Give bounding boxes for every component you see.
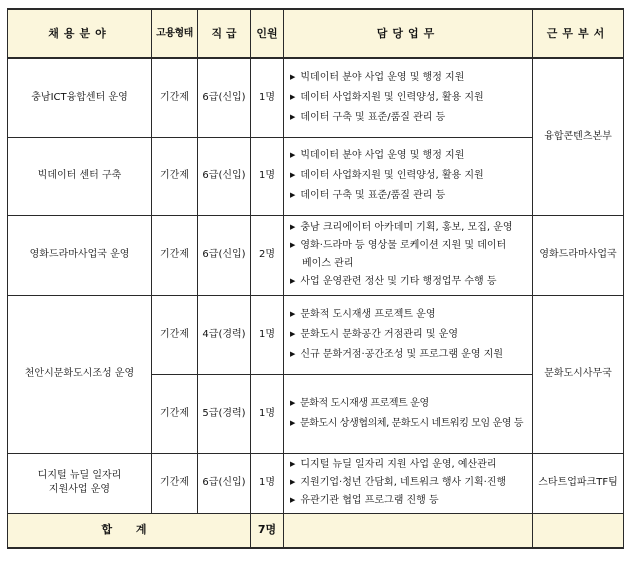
- duty-item: ▶ 데이터 구축 및 표준/품질 관리 등: [290, 111, 446, 123]
- employment-type-cell: 기간제: [152, 58, 198, 137]
- duty-item: ▶ 사업 운영관련 정산 및 기타 행정업무 수행 등: [290, 276, 497, 287]
- duty-item: ▶ 디지털 뉴딜 일자리 지원 사업 운영, 예산관리: [290, 459, 497, 470]
- duty-item: ▶ 문화도시 상생협의체, 문화도시 네트워킹 모임 운영 등: [290, 417, 524, 429]
- grade-cell: 6급(신입): [198, 453, 251, 513]
- duties-cell: [284, 58, 533, 137]
- header-row: [8, 9, 624, 58]
- header-grade: 직 급: [198, 9, 251, 58]
- bullet-icon: ▶: [290, 496, 296, 504]
- field-line: 지원사업 운영: [48, 484, 111, 495]
- header-duties: 담당업무: [284, 9, 533, 58]
- duty-item: ▶ 데이터 구축 및 표준/품질 관리 등: [290, 190, 446, 201]
- table-row: [8, 453, 624, 513]
- duty-item: ▶ 신규 문화거점·공간조성 및 프로그램 운영 지원: [290, 348, 504, 360]
- total-department-empty: [533, 513, 624, 548]
- bullet-icon: ▶: [290, 72, 296, 81]
- department-cell: 영화드라마사업국: [533, 215, 624, 295]
- headcount-cell: 1명: [251, 137, 284, 215]
- header-employment-type: 고용형태: [152, 9, 198, 58]
- bullet-icon: ▶: [290, 309, 296, 318]
- total-duties-empty: [284, 513, 533, 548]
- header-field: 채용분야: [8, 9, 152, 58]
- bullet-icon: ▶: [290, 329, 296, 338]
- table-row: [8, 295, 624, 374]
- recruitment-table: [7, 8, 624, 549]
- employment-type-cell: 기간제: [152, 295, 198, 374]
- field-cell: 빅데이터 센터 구축: [8, 137, 152, 215]
- duty-item-continuation: 베이스 관리: [302, 258, 354, 269]
- duty-item: ▶ 유관기관 협업 프로그램 진행 등: [290, 495, 439, 506]
- header-headcount: 인원: [251, 9, 284, 58]
- header-department: 근무부서: [533, 9, 624, 58]
- department-cell: 문화도시사무국: [533, 295, 624, 453]
- duty-item: ▶ 데이터 사업화지원 및 인력양성, 활용 지원: [290, 170, 484, 181]
- bullet-icon: ▶: [290, 478, 296, 486]
- field-cell: [8, 453, 152, 513]
- grade-cell: 6급(신입): [198, 137, 251, 215]
- duties-cell: [284, 137, 533, 215]
- bullet-icon: ▶: [290, 460, 296, 468]
- employment-type-cell: 기간제: [152, 137, 198, 215]
- duty-item: ▶ 문화도시 문화공간 거점관리 및 운영: [290, 328, 459, 340]
- bullet-icon: ▶: [290, 171, 296, 179]
- duty-item: ▶ 빅데이터 분야 사업 운영 및 행정 지원: [290, 150, 465, 161]
- duty-item: ▶ 문화적 도시재생 프로젝트 운영: [290, 397, 429, 409]
- table-row: [8, 137, 624, 215]
- duty-item: ▶ 충남 크리에이터 아카데미 기획, 홍보, 모집, 운영: [290, 222, 513, 233]
- duties-cell: [284, 453, 533, 513]
- duty-item: ▶ 빅데이터 분야 사업 운영 및 행정 지원: [290, 71, 465, 83]
- headcount-cell: 1명: [251, 374, 284, 453]
- field-cell: 영화드라마사업국 운영: [8, 215, 152, 295]
- bullet-icon: ▶: [290, 223, 296, 231]
- bullet-icon: ▶: [290, 349, 296, 358]
- duties-cell: [284, 215, 533, 295]
- total-headcount: 7명: [251, 513, 284, 548]
- duty-item: ▶ 데이터 사업화지원 및 인력양성, 활용 지원: [290, 91, 484, 103]
- bullet-icon: ▶: [290, 191, 296, 199]
- field-line: 디지털 뉴딜 일자리: [37, 470, 122, 481]
- grade-cell: 6급(신입): [198, 215, 251, 295]
- grade-cell: 4급(경력): [198, 295, 251, 374]
- field-cell: 충남ICT융합센터 운영: [8, 58, 152, 137]
- total-row: [8, 513, 624, 548]
- bullet-icon: ▶: [290, 92, 296, 101]
- headcount-cell: 1명: [251, 58, 284, 137]
- headcount-cell: 1명: [251, 295, 284, 374]
- total-label: 합 계: [8, 513, 251, 548]
- department-cell: 융합콘텐츠본부: [533, 58, 624, 215]
- employment-type-cell: 기간제: [152, 453, 198, 513]
- grade-cell: 5급(경력): [198, 374, 251, 453]
- field-cell: 천안시문화도시조성 운영: [8, 295, 152, 453]
- employment-type-cell: 기간제: [152, 215, 198, 295]
- bullet-icon: ▶: [290, 398, 295, 407]
- table-row: [8, 215, 624, 295]
- duties-cell: [284, 374, 533, 453]
- duty-item: ▶ 지원기업·청년 간담회, 네트워크 행사 기획·진행: [290, 477, 507, 488]
- employment-type-cell: 기간제: [152, 374, 198, 453]
- bullet-icon: ▶: [290, 418, 295, 427]
- department-cell: 스타트업파크TF팀: [533, 453, 624, 513]
- grade-cell: 6급(신입): [198, 58, 251, 137]
- table-row: [8, 58, 624, 137]
- bullet-icon: ▶: [290, 151, 296, 159]
- duty-item: ▶ 영화·드라마 등 영상물 로케이션 지원 및 데이터: [290, 240, 507, 251]
- duty-item: ▶ 문화적 도시재생 프로젝트 운영: [290, 308, 436, 320]
- bullet-icon: ▶: [290, 112, 296, 121]
- headcount-cell: 2명: [251, 215, 284, 295]
- headcount-cell: 1명: [251, 453, 284, 513]
- bullet-icon: ▶: [290, 277, 296, 285]
- bullet-icon: ▶: [290, 241, 296, 249]
- duties-cell: [284, 295, 533, 374]
